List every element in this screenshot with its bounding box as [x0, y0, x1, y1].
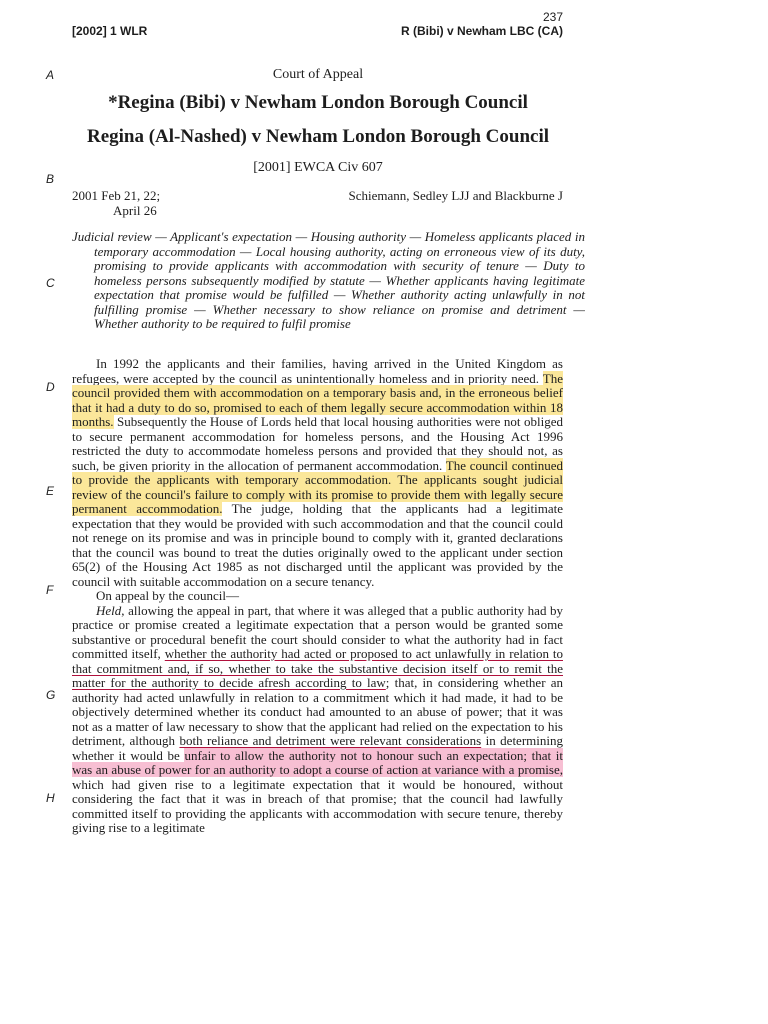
- highlight-judicial-review: The council continued to provide the applicants with temporary accommodation. The applicants sought judicial review of the council's failure to comply with its promise to provide them with legally secure permanent accommodation.: [72, 457, 563, 516]
- case-title-2: Regina (Al-Nashed) v Newham London Borough Council: [86, 126, 550, 147]
- highlight-abuse-of-power: unfair to allow the authority not to honour such an expectation; that it was an abuse of power for an authority to adopt a course of action at variance with a promise,: [72, 747, 563, 777]
- neutral-citation: [2001] EWCA Civ 607: [253, 160, 383, 175]
- appeal-line: On appeal by the council—: [96, 588, 239, 603]
- facts-sentence-5: The judge, holding that the applicants had a legitimate expectation that they would be provided with such accommodation and that the council could not renege on its promise and was in principle bound to comply with it, granted declarations that the council was bound to treat the duties originally owed to the applicant under section 65(2) of the Housing Act 1985 as not discharged until the applicant was provided by the council with suitable accommodation on a secure tenancy.: [72, 501, 563, 589]
- facts-sentence-3: Subsequently the House of Lords held that local housing authorities were not obliged to secure permanent accommodation for homeless persons, and the Housing Act 1996 restricted the duty to accommodate homeless persons and provided that they should not, as such, be given priority in the allocation of permanent accommodation.: [72, 414, 563, 473]
- underline-reliance: both reliance and detriment were relevant considerations: [179, 733, 482, 748]
- page-number: 237: [542, 10, 563, 24]
- held-paragraph: [72, 604, 563, 836]
- highlight-promise: The council provided them with accommodation on a temporary basis and, in the erroneous belief that it had a duty to do so, promised to each of them legally secure accommodation within 18 months.: [72, 370, 564, 429]
- judges: Schiemann, Sedley LJJ and Blackburne J: [348, 188, 563, 203]
- margin-letter-f: F: [46, 583, 54, 597]
- margin-letter-c: C: [46, 276, 55, 290]
- margin-letter-b: B: [46, 172, 55, 186]
- margin-letter-h: H: [46, 791, 55, 805]
- held-part-3: in determining whether it would be: [72, 733, 563, 763]
- catchwords: Judicial review — Applicant's expectation — Housing authority — Homeless applicants placed in temporary accommodation — Local housing authority, acting on erroneous view of its duty, promising to provide applicants with accommodation with security of tenure — Duty to homeless persons subsequently modified by statute — Whether applicants having legitimate expectation that promise would be fulfilled — Whether authority acting unlawfully in not fulfilling promise — Whether necessary to show reliance on promise and detriment — Whether authority to be required to fulfil promise: [72, 229, 585, 331]
- court-name: Court of Appeal: [272, 67, 364, 82]
- headnote-body: [72, 357, 563, 836]
- facts-sentence-1: In 1992 the applicants and their families, having arrived in the United Kingdom as refugees, were accepted by the council as unintentionally homeless and in priority need.: [72, 356, 563, 386]
- underline-commitment: whether the authority had acted or proposed to act unlawfully in relation to that commitment and, if so, whether to take the substantive decision itself or to remit the matter for the authority to decide afresh according to law: [72, 646, 563, 690]
- held-part-1: , allowing the appeal in part, that where it was alleged that a public authority had by practice or promise created a legitimate expectation that a person would be granted some substantive or procedural benefit the court should consider to what the authority had in fact committed itself,: [72, 602, 563, 661]
- case-title-1: *Regina (Bibi) v Newham London Borough Council: [108, 92, 528, 113]
- facts-paragraph: [72, 357, 563, 589]
- margin-letter-a: A: [46, 68, 55, 82]
- margin-letter-g: G: [46, 688, 56, 702]
- hearing-dates-line1: 2001 Feb 21, 22;: [72, 188, 161, 203]
- margin-letter-e: E: [46, 484, 55, 498]
- held-part-2: ; that, in considering whether an authority had acted unlawfully in relation to a commitment which it had made, it had to be objectively determined whether its conduct had amounted to an abuse of power; that it was not as a matter of law necessary to show that the applicant had relied on the expectation to his detriment, although: [72, 675, 563, 748]
- hearing-dates: [72, 188, 222, 218]
- held-label: Held: [96, 602, 122, 618]
- running-head-right: R (Bibi) v Newham LBC (CA): [401, 24, 563, 38]
- held-part-4: which had given rise to a legitimate expectation that it would be honoured, without considering the fact that it was in breach of that promise; that the council had lawfully committed itself to providing the applicants with accommodation with secure tenure, thereby giving rise to a legitimate: [72, 776, 563, 835]
- running-head-left: [2002] 1 WLR: [72, 24, 148, 38]
- margin-letter-d: D: [46, 380, 55, 394]
- hearing-dates-line2: April 26: [113, 203, 157, 218]
